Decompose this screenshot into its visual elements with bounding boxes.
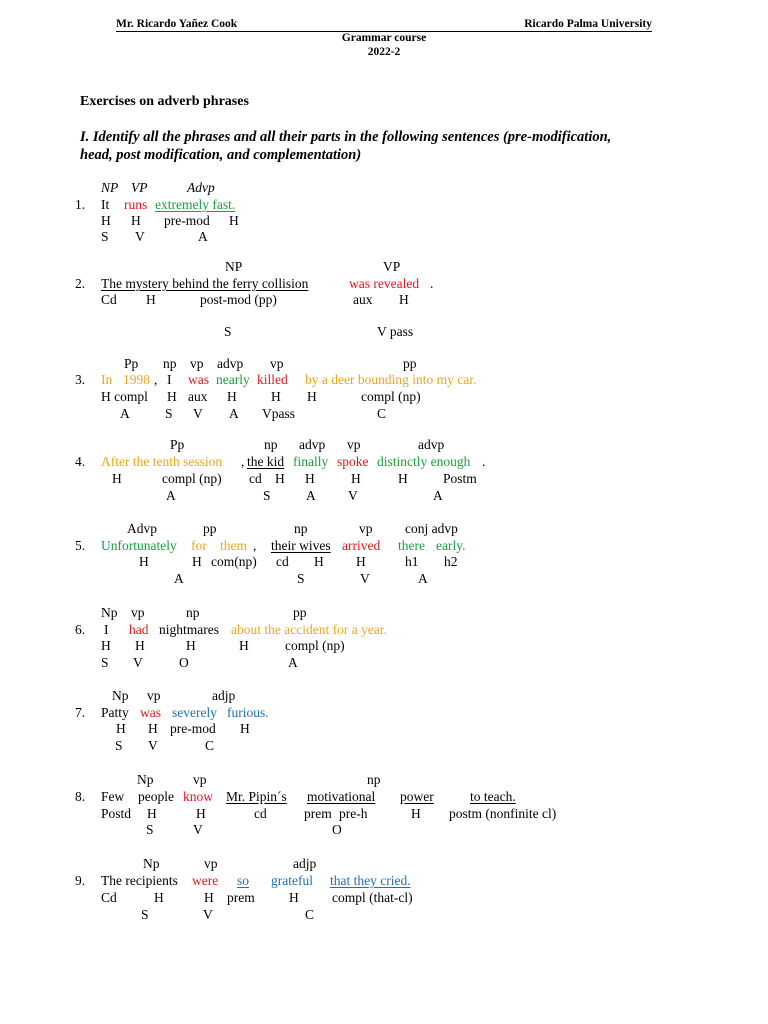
phrase-label: pp — [403, 356, 417, 371]
sentence-word: was — [140, 705, 161, 720]
exercise-number: 6. — [75, 622, 86, 637]
function-label: cd — [254, 806, 267, 821]
function-label: H — [398, 471, 408, 486]
sentence-word: furious. — [227, 705, 269, 720]
function-label: H — [351, 471, 361, 486]
phrase-label: Np — [112, 688, 129, 703]
role-label: A — [120, 406, 130, 421]
instruction-line-2: head, post modification, and complementation) — [80, 147, 362, 163]
sentence-word: spoke — [337, 454, 369, 469]
role-label: A — [433, 488, 443, 503]
role-label: C — [305, 907, 315, 922]
function-label: H — [139, 554, 149, 569]
sentence-word: for — [191, 538, 207, 553]
phrase-label: np — [264, 437, 278, 452]
exercise-number: 7. — [75, 705, 86, 720]
function-label: H — [240, 721, 250, 736]
phrase-label: NP — [225, 259, 243, 274]
sentence-word: After the tenth session — [101, 454, 223, 469]
role-label: C — [377, 406, 387, 421]
sentence-word: about the accident for a year. — [231, 622, 387, 637]
function-label: h1 — [405, 554, 419, 569]
phrase-label: Np — [137, 772, 154, 787]
course-name: Grammar course — [341, 32, 427, 44]
phrase-label: Np — [143, 856, 160, 871]
sentence-word: finally — [293, 454, 329, 469]
sentence-word: nightmares — [159, 622, 219, 637]
role-label: Vpass — [262, 406, 295, 421]
phrase-label: conj advp — [405, 521, 458, 536]
function-label: H — [148, 721, 158, 736]
phrase-label: advp — [418, 437, 445, 452]
sentence-word: 1998 — [123, 372, 150, 387]
function-label: H — [154, 890, 164, 905]
sentence-word: Unfortunately — [101, 538, 177, 553]
phrase-label: np — [367, 772, 381, 787]
sentence-word: extremely fast. — [155, 197, 236, 212]
phrase-label: advp — [217, 356, 244, 371]
phrase-label: Pp — [170, 437, 185, 452]
function-label: compl (np) — [162, 471, 222, 486]
exercise-number: 2. — [75, 276, 86, 291]
sentence-word: The recipients — [101, 873, 178, 888]
function-label: post-mod (pp) — [200, 292, 277, 307]
phrase-label: np — [186, 605, 200, 620]
exercise-number: 8. — [75, 789, 86, 804]
sentence-word: . — [482, 454, 486, 469]
sentence-word: killed — [257, 372, 288, 387]
sentence-word: power — [400, 789, 434, 804]
role-label: S — [146, 822, 154, 837]
phrase-label: Advp — [187, 180, 215, 195]
role-label: S — [224, 324, 232, 339]
role-label: V — [133, 655, 143, 670]
sentence-word: , — [241, 454, 245, 469]
role-label: A — [288, 655, 298, 670]
function-label: H — [356, 554, 366, 569]
sentence-word: In — [101, 372, 113, 387]
function-label: H — [116, 721, 126, 736]
role-label: A — [174, 571, 184, 586]
function-label: compl (np) — [285, 638, 345, 653]
role-label: V — [193, 406, 203, 421]
role-label: V — [135, 229, 145, 244]
sentence-word: was — [188, 372, 209, 387]
role-label: S — [263, 488, 271, 503]
function-label: H — [305, 471, 315, 486]
role-label: V — [348, 488, 358, 503]
phrase-label: vp — [270, 356, 284, 371]
sentence-word: , — [154, 372, 158, 387]
phrase-label: Np — [101, 605, 118, 620]
sentence-word: was revealed — [349, 276, 420, 291]
function-label: H — [192, 554, 202, 569]
function-label: pre-mod — [170, 721, 216, 736]
sentence-word: . — [430, 276, 434, 291]
function-label: H — [239, 638, 249, 653]
function-label: aux — [353, 292, 373, 307]
sentence-word: The mystery behind the ferry collision — [101, 276, 309, 291]
exercise-number: 9. — [75, 873, 86, 888]
exercise-number: 5. — [75, 538, 86, 553]
function-label: H — [411, 806, 421, 821]
phrase-label: Pp — [124, 356, 139, 371]
phrase-label: vp — [204, 856, 218, 871]
sentence-word: there — [398, 538, 425, 553]
role-label: A — [306, 488, 316, 503]
function-label: H — [229, 213, 239, 228]
function-label: H — [227, 389, 237, 404]
role-label: V — [193, 822, 203, 837]
function-label: pre-mod — [164, 213, 210, 228]
function-label: H — [196, 806, 206, 821]
function-label: H — [112, 471, 122, 486]
sentence-word: had — [129, 622, 149, 637]
exercise-number: 3. — [75, 372, 86, 387]
course-term: 2022-2 — [367, 46, 401, 58]
sentence-word: nearly — [216, 372, 250, 387]
sentence-word: Patty — [101, 705, 129, 720]
function-label: H — [101, 638, 111, 653]
function-label: H — [135, 638, 145, 653]
function-label: H — [146, 292, 156, 307]
function-label: Postm — [443, 471, 477, 486]
page-title: Exercises on adverb phrases — [80, 94, 249, 109]
sentence-word: early. — [436, 538, 466, 553]
phrase-label: Advp — [127, 521, 157, 536]
role-label: S — [165, 406, 173, 421]
function-label: H compl — [101, 389, 148, 404]
phrase-label: pp — [293, 605, 307, 620]
sentence-word: grateful — [271, 873, 313, 888]
phrase-label: vp — [193, 772, 207, 787]
sentence-word: so — [237, 873, 250, 888]
function-label: prem — [227, 890, 255, 905]
role-label: S — [101, 229, 109, 244]
exercise-number: 1. — [75, 197, 86, 212]
phrase-label: np — [163, 356, 177, 371]
phrase-label: NP — [101, 180, 119, 195]
function-label: h2 — [444, 554, 458, 569]
function-label: aux — [188, 389, 208, 404]
phrase-label: vp — [131, 605, 145, 620]
function-label: compl (that-cl) — [332, 890, 413, 905]
sentence-word: were — [192, 873, 219, 888]
author-name: Mr. Ricardo Yañez Cook — [116, 18, 238, 30]
role-label: A — [229, 406, 239, 421]
function-label: pre-h — [339, 806, 368, 821]
function-label: H — [204, 890, 214, 905]
phrase-label: adjp — [212, 688, 236, 703]
phrase-label: vp — [359, 521, 373, 536]
phrase-label: adjp — [293, 856, 317, 871]
sentence-word: , — [253, 538, 257, 553]
function-label: H — [271, 389, 281, 404]
sentence-word: It — [101, 197, 110, 212]
function-label: H — [147, 806, 157, 821]
function-label: prem — [304, 806, 332, 821]
role-label: S — [115, 738, 123, 753]
role-label: O — [179, 655, 189, 670]
function-label: H — [275, 471, 285, 486]
sentence-word: the kid — [247, 454, 285, 469]
sentence-word: I — [104, 622, 109, 637]
function-label: compl (np) — [361, 389, 421, 404]
phrase-label: pp — [203, 521, 217, 536]
sentence-word: to teach. — [470, 789, 516, 804]
sentence-word: know — [183, 789, 213, 804]
function-label: H — [167, 389, 177, 404]
function-label: H — [314, 554, 324, 569]
role-label: S — [101, 655, 109, 670]
function-label: H — [186, 638, 196, 653]
sentence-word: severely — [172, 705, 217, 720]
instruction-line-1: I. Identify all the phrases and all their parts in the following sentences (pre-modification, — [80, 129, 612, 145]
sentence-word: their wives — [271, 538, 331, 553]
sentence-word: by a deer bounding into my car. — [305, 372, 477, 387]
role-label: C — [205, 738, 215, 753]
function-label: Postd — [101, 806, 132, 821]
role-label: V — [148, 738, 158, 753]
sentence-word: distinctly enough — [377, 454, 471, 469]
function-label: Cd — [101, 292, 117, 307]
role-label: V — [360, 571, 370, 586]
function-label: H — [101, 213, 111, 228]
phrase-label: np — [294, 521, 308, 536]
phrase-label: VP — [131, 180, 148, 195]
phrase-label: advp — [299, 437, 326, 452]
sentence-word: I — [167, 372, 172, 387]
role-label: A — [166, 488, 176, 503]
phrase-label: vp — [190, 356, 204, 371]
role-label: A — [198, 229, 208, 244]
university-name: Ricardo Palma University — [524, 18, 652, 30]
function-label: H — [289, 890, 299, 905]
sentence-word: arrived — [342, 538, 381, 553]
role-label: V — [203, 907, 213, 922]
role-label: S — [297, 571, 305, 586]
function-label: H — [307, 389, 317, 404]
function-label: Cd — [101, 890, 117, 905]
sentence-word: that they cried. — [330, 873, 411, 888]
sentence-word: them — [220, 538, 247, 553]
sentence-word: Mr. Pipin´s — [226, 789, 287, 804]
role-label: V pass — [377, 324, 414, 339]
function-label: postm (nonfinite cl) — [449, 806, 557, 821]
sentence-word: Few — [101, 789, 125, 804]
phrase-label: vp — [147, 688, 161, 703]
role-label: O — [332, 822, 342, 837]
function-label: cd — [249, 471, 262, 486]
function-label: cd — [276, 554, 289, 569]
sentence-word: motivational — [307, 789, 376, 804]
sentence-word: runs — [124, 197, 148, 212]
phrase-label: vp — [347, 437, 361, 452]
exercise-number: 4. — [75, 454, 86, 469]
function-label: com(np) — [211, 554, 257, 569]
role-label: S — [141, 907, 149, 922]
function-label: H — [399, 292, 409, 307]
function-label: H — [131, 213, 141, 228]
sentence-word: people — [138, 789, 174, 804]
phrase-label: VP — [383, 259, 401, 274]
role-label: A — [418, 571, 428, 586]
